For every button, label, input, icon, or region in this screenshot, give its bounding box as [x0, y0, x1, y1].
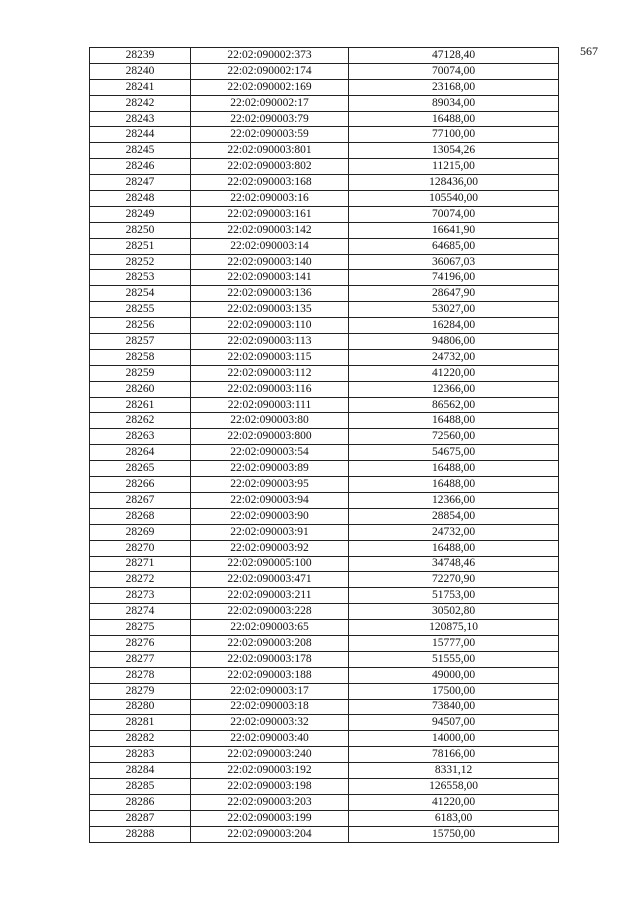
value-cell: 41220,00 [349, 794, 559, 810]
row-number-cell: 28273 [90, 588, 191, 604]
cadastral-number-cell: 22:02:090003:80 [191, 413, 349, 429]
row-number-cell: 28286 [90, 794, 191, 810]
page-number: 567 [580, 44, 598, 58]
value-cell: 12366,00 [349, 492, 559, 508]
cadastral-number-cell: 22:02:090003:140 [191, 254, 349, 270]
cadastral-number-cell: 22:02:090003:113 [191, 334, 349, 350]
value-cell: 128436,00 [349, 175, 559, 191]
row-number-cell: 28280 [90, 699, 191, 715]
table-row [90, 63, 559, 79]
value-cell: 16641,90 [349, 222, 559, 238]
table-row [90, 318, 559, 334]
cadastral-number-cell: 22:02:090003:211 [191, 588, 349, 604]
table-row [90, 477, 559, 493]
value-cell: 13054,26 [349, 143, 559, 159]
row-number-cell: 28240 [90, 63, 191, 79]
row-number-cell: 28259 [90, 365, 191, 381]
cadastral-number-cell: 22:02:090003:228 [191, 604, 349, 620]
row-number-cell: 28239 [90, 48, 191, 64]
cadastral-number-cell: 22:02:090003:199 [191, 810, 349, 826]
row-number-cell: 28269 [90, 524, 191, 540]
row-number-cell: 28243 [90, 111, 191, 127]
value-cell: 36067,03 [349, 254, 559, 270]
row-number-cell: 28281 [90, 715, 191, 731]
cadastral-number-cell: 22:02:090003:142 [191, 222, 349, 238]
value-cell: 47128,40 [349, 48, 559, 64]
table-row [90, 127, 559, 143]
table-row [90, 95, 559, 111]
row-number-cell: 28244 [90, 127, 191, 143]
row-number-cell: 28257 [90, 334, 191, 350]
cadastral-number-cell: 22:02:090003:240 [191, 747, 349, 763]
value-cell: 11215,00 [349, 159, 559, 175]
value-cell: 77100,00 [349, 127, 559, 143]
row-number-cell: 28255 [90, 302, 191, 318]
row-number-cell: 28256 [90, 318, 191, 334]
value-cell: 16488,00 [349, 413, 559, 429]
table-row [90, 238, 559, 254]
cadastral-number-cell: 22:02:090003:161 [191, 206, 349, 222]
table-row [90, 397, 559, 413]
cadastral-number-cell: 22:02:090003:203 [191, 794, 349, 810]
value-cell: 16488,00 [349, 477, 559, 493]
row-number-cell: 28266 [90, 477, 191, 493]
row-number-cell: 28267 [90, 492, 191, 508]
table-row [90, 524, 559, 540]
value-cell: 51753,00 [349, 588, 559, 604]
value-cell: 89034,00 [349, 95, 559, 111]
cadastral-number-cell: 22:02:090003:40 [191, 731, 349, 747]
row-number-cell: 28252 [90, 254, 191, 270]
row-number-cell: 28282 [90, 731, 191, 747]
value-cell: 16488,00 [349, 461, 559, 477]
value-cell: 8331,12 [349, 763, 559, 779]
value-cell: 15777,00 [349, 635, 559, 651]
table-row [90, 334, 559, 350]
cadastral-number-cell: 22:02:090003:14 [191, 238, 349, 254]
cadastral-number-cell: 22:02:090003:94 [191, 492, 349, 508]
value-cell: 17500,00 [349, 683, 559, 699]
cadastral-number-cell: 22:02:090003:59 [191, 127, 349, 143]
table-row [90, 111, 559, 127]
value-cell: 24732,00 [349, 524, 559, 540]
cadastral-number-cell: 22:02:090003:141 [191, 270, 349, 286]
row-number-cell: 28260 [90, 381, 191, 397]
cadastral-number-cell: 22:02:090005:100 [191, 556, 349, 572]
row-number-cell: 28248 [90, 191, 191, 207]
row-number-cell: 28242 [90, 95, 191, 111]
value-cell: 16488,00 [349, 111, 559, 127]
table-row [90, 349, 559, 365]
cadastral-number-cell: 22:02:090003:91 [191, 524, 349, 540]
value-cell: 28854,00 [349, 508, 559, 524]
table-row [90, 270, 559, 286]
table-row [90, 48, 559, 64]
table-row [90, 540, 559, 556]
row-number-cell: 28258 [90, 349, 191, 365]
cadastral-number-cell: 22:02:090003:178 [191, 651, 349, 667]
value-cell: 64685,00 [349, 238, 559, 254]
row-number-cell: 28245 [90, 143, 191, 159]
value-cell: 94507,00 [349, 715, 559, 731]
table-row [90, 810, 559, 826]
row-number-cell: 28284 [90, 763, 191, 779]
table-row [90, 143, 559, 159]
cadastral-number-cell: 22:02:090003:16 [191, 191, 349, 207]
table-row [90, 159, 559, 175]
row-number-cell: 28270 [90, 540, 191, 556]
value-cell: 49000,00 [349, 667, 559, 683]
table-row [90, 191, 559, 207]
cadastral-number-cell: 22:02:090003:116 [191, 381, 349, 397]
table-row [90, 286, 559, 302]
table-row [90, 508, 559, 524]
row-number-cell: 28241 [90, 79, 191, 95]
table-row [90, 747, 559, 763]
cadastral-number-cell: 22:02:090003:802 [191, 159, 349, 175]
cadastral-number-cell: 22:02:090003:65 [191, 620, 349, 636]
cadastral-number-cell: 22:02:090003:208 [191, 635, 349, 651]
value-cell: 70074,00 [349, 206, 559, 222]
row-number-cell: 28265 [90, 461, 191, 477]
row-number-cell: 28278 [90, 667, 191, 683]
row-number-cell: 28276 [90, 635, 191, 651]
cadastral-number-cell: 22:02:090003:110 [191, 318, 349, 334]
row-number-cell: 28275 [90, 620, 191, 636]
value-cell: 28647,90 [349, 286, 559, 302]
row-number-cell: 28253 [90, 270, 191, 286]
table-row [90, 413, 559, 429]
value-cell: 73840,00 [349, 699, 559, 715]
value-cell: 23168,00 [349, 79, 559, 95]
row-number-cell: 28249 [90, 206, 191, 222]
table-row [90, 683, 559, 699]
table-row [90, 667, 559, 683]
value-cell: 34748,46 [349, 556, 559, 572]
cadastral-number-cell: 22:02:090002:174 [191, 63, 349, 79]
value-cell: 72270,90 [349, 572, 559, 588]
cadastral-number-cell: 22:02:090003:54 [191, 445, 349, 461]
value-cell: 86562,00 [349, 397, 559, 413]
value-cell: 53027,00 [349, 302, 559, 318]
table-row [90, 365, 559, 381]
cadastral-number-cell: 22:02:090003:32 [191, 715, 349, 731]
table-row [90, 206, 559, 222]
cadastral-number-cell: 22:02:090003:111 [191, 397, 349, 413]
cadastral-number-cell: 22:02:090003:136 [191, 286, 349, 302]
table-row [90, 461, 559, 477]
row-number-cell: 28264 [90, 445, 191, 461]
table-row [90, 778, 559, 794]
value-cell: 24732,00 [349, 349, 559, 365]
row-number-cell: 28251 [90, 238, 191, 254]
table-row [90, 635, 559, 651]
row-number-cell: 28263 [90, 429, 191, 445]
row-number-cell: 28283 [90, 747, 191, 763]
table-row [90, 222, 559, 238]
value-cell: 70074,00 [349, 63, 559, 79]
cadastral-number-cell: 22:02:090003:95 [191, 477, 349, 493]
cadastral-number-cell: 22:02:090003:135 [191, 302, 349, 318]
value-cell: 78166,00 [349, 747, 559, 763]
value-cell: 6183,00 [349, 810, 559, 826]
table-row [90, 763, 559, 779]
row-number-cell: 28254 [90, 286, 191, 302]
table-row [90, 79, 559, 95]
row-number-cell: 28262 [90, 413, 191, 429]
row-number-cell: 28279 [90, 683, 191, 699]
cadastral-number-cell: 22:02:090003:800 [191, 429, 349, 445]
cadastral-number-cell: 22:02:090003:198 [191, 778, 349, 794]
value-cell: 16284,00 [349, 318, 559, 334]
table-row [90, 302, 559, 318]
cadastral-number-cell: 22:02:090002:373 [191, 48, 349, 64]
cadastral-number-cell: 22:02:090003:471 [191, 572, 349, 588]
cadastral-number-cell: 22:02:090003:168 [191, 175, 349, 191]
row-number-cell: 28247 [90, 175, 191, 191]
row-number-cell: 28287 [90, 810, 191, 826]
value-cell: 54675,00 [349, 445, 559, 461]
table-row [90, 175, 559, 191]
table-row [90, 651, 559, 667]
table-row [90, 588, 559, 604]
row-number-cell: 28250 [90, 222, 191, 238]
cadastral-number-cell: 22:02:090002:169 [191, 79, 349, 95]
cadastral-number-cell: 22:02:090003:204 [191, 826, 349, 842]
value-cell: 14000,00 [349, 731, 559, 747]
table-row [90, 556, 559, 572]
row-number-cell: 28268 [90, 508, 191, 524]
table-body [90, 48, 559, 843]
table-row [90, 699, 559, 715]
value-cell: 105540,00 [349, 191, 559, 207]
value-cell: 72560,00 [349, 429, 559, 445]
table-row [90, 254, 559, 270]
table-row [90, 429, 559, 445]
data-table [89, 47, 559, 843]
value-cell: 94806,00 [349, 334, 559, 350]
row-number-cell: 28271 [90, 556, 191, 572]
cadastral-number-cell: 22:02:090003:79 [191, 111, 349, 127]
value-cell: 126558,00 [349, 778, 559, 794]
table-row [90, 381, 559, 397]
cadastral-number-cell: 22:02:090003:18 [191, 699, 349, 715]
cadastral-number-cell: 22:02:090003:90 [191, 508, 349, 524]
row-number-cell: 28261 [90, 397, 191, 413]
table-row [90, 715, 559, 731]
table-row [90, 620, 559, 636]
table-row [90, 572, 559, 588]
value-cell: 30502,80 [349, 604, 559, 620]
value-cell: 12366,00 [349, 381, 559, 397]
row-number-cell: 28246 [90, 159, 191, 175]
value-cell: 15750,00 [349, 826, 559, 842]
row-number-cell: 28274 [90, 604, 191, 620]
table-row [90, 604, 559, 620]
cadastral-number-cell: 22:02:090003:192 [191, 763, 349, 779]
cadastral-number-cell: 22:02:090003:188 [191, 667, 349, 683]
cadastral-number-cell: 22:02:090003:17 [191, 683, 349, 699]
value-cell: 120875,10 [349, 620, 559, 636]
row-number-cell: 28277 [90, 651, 191, 667]
value-cell: 41220,00 [349, 365, 559, 381]
cadastral-number-cell: 22:02:090003:115 [191, 349, 349, 365]
table-row [90, 445, 559, 461]
value-cell: 51555,00 [349, 651, 559, 667]
row-number-cell: 28285 [90, 778, 191, 794]
row-number-cell: 28288 [90, 826, 191, 842]
cadastral-number-cell: 22:02:090002:17 [191, 95, 349, 111]
cadastral-number-cell: 22:02:090003:92 [191, 540, 349, 556]
value-cell: 74196,00 [349, 270, 559, 286]
table-row [90, 731, 559, 747]
value-cell: 16488,00 [349, 540, 559, 556]
row-number-cell: 28272 [90, 572, 191, 588]
table-row [90, 826, 559, 842]
cadastral-number-cell: 22:02:090003:112 [191, 365, 349, 381]
table-row [90, 794, 559, 810]
cadastral-number-cell: 22:02:090003:801 [191, 143, 349, 159]
cadastral-number-cell: 22:02:090003:89 [191, 461, 349, 477]
table-row [90, 492, 559, 508]
